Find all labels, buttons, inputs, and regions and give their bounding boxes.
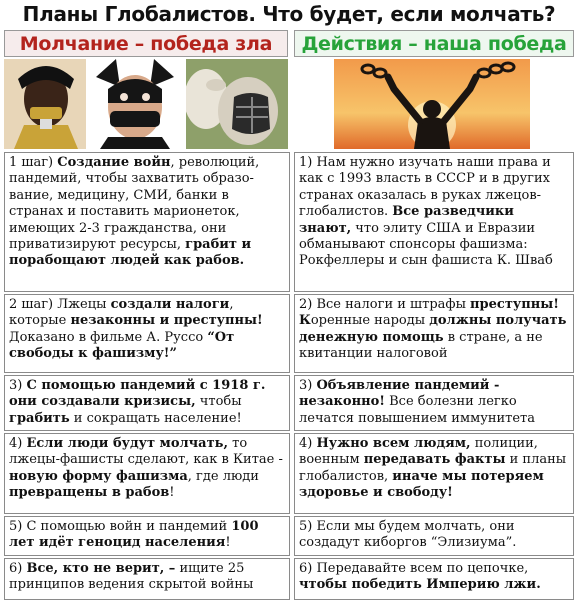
left-step-2 bbox=[4, 294, 290, 373]
right-step-4-text: и планы глобалистов, bbox=[299, 452, 567, 484]
left-step-2-text: “От свободы к фашизму!” bbox=[9, 329, 235, 362]
left-step-6 bbox=[4, 558, 290, 600]
left-step-3-text: чтобы bbox=[195, 394, 242, 410]
muzzled-sheep-image bbox=[186, 59, 288, 149]
right-step-4-text: иначе мы потеряем здоровье и свободу! bbox=[299, 468, 544, 501]
broken-chains-image bbox=[334, 59, 530, 149]
left-step-2-text: Доказано в фильме А. Руссо bbox=[9, 329, 208, 345]
right-step-5-text: 5) Если мы будем молчать, они создадут киборгов “Элизиума”. bbox=[299, 519, 517, 551]
right-step-3-text: 3) bbox=[299, 378, 317, 393]
left-step-1-text: грабит и порабощают людей как рабов. bbox=[9, 237, 252, 269]
left-column-header: Молчание – победа зла bbox=[4, 30, 288, 57]
left-step-5-text: 100 лет идёт геноцид населения bbox=[9, 519, 259, 551]
left-step-5 bbox=[4, 516, 290, 556]
left-step-3-text: грабить bbox=[9, 410, 70, 426]
left-step-4-text: , где люди bbox=[187, 468, 259, 484]
left-step-2-text: создали налоги bbox=[110, 297, 230, 312]
right-step-6-text: 6) Передавайте всем по цепочке, bbox=[299, 561, 529, 576]
right-step-2-text: оренные народы bbox=[310, 313, 430, 329]
left-step-4-text: Если люди будут молчать, bbox=[26, 436, 229, 451]
page-title: Планы Глобалистов. Что будет, если молчать? bbox=[22, 2, 556, 26]
right-step-2-text: преступны! bbox=[470, 297, 559, 312]
right-step-6 bbox=[294, 558, 574, 600]
right-step-4-text: Нужно всем людям, bbox=[316, 436, 471, 451]
right-step-2-text: в стране, а не квитанции налоговой bbox=[299, 329, 543, 362]
left-step-4-text: 4) bbox=[9, 436, 27, 451]
right-step-4-text: 4) bbox=[299, 436, 317, 451]
left-step-5-text: ! bbox=[225, 535, 231, 551]
left-step-4-text: превращены в рабов bbox=[9, 485, 170, 501]
left-step-3-text: и сокращать население! bbox=[69, 410, 242, 426]
right-step-4-text: передавать факты bbox=[363, 452, 506, 468]
left-step-6-text: 6) bbox=[9, 561, 27, 576]
left-step-2-text: 2 шаг) Лжецы bbox=[9, 297, 111, 312]
right-step-1-text: 1) Нам нужно изучать наши права и как с 1993 власть в СССР и в других странах оказалась в руках лжецов-глобалистов. bbox=[299, 155, 551, 220]
right-step-4-text: полиции, военным bbox=[299, 436, 538, 468]
left-step-3 bbox=[4, 375, 290, 431]
left-step-2-text: незаконны и преступны! bbox=[70, 313, 263, 329]
left-step-5-text: 5) С помощью войн и пандемий bbox=[9, 519, 232, 534]
right-step-2-text: 2) Все налоги и штрафы bbox=[299, 297, 471, 312]
right-step-6-text: чтобы победить Империю лжи. bbox=[299, 577, 541, 593]
left-step-4-text: новую форму фашизма bbox=[9, 468, 188, 484]
right-step-1-text: Все разведчики знают, bbox=[299, 204, 514, 236]
left-step-1-text: Создание войн bbox=[57, 155, 171, 170]
right-step-3-text: Все болезни легко лечатся повышением иммунитета bbox=[299, 394, 535, 426]
left-step-1-text: 1 шаг) bbox=[9, 155, 58, 170]
right-step-1 bbox=[294, 152, 574, 292]
right-step-3 bbox=[294, 375, 574, 431]
left-step-4 bbox=[4, 433, 290, 514]
left-step-1-text: , революций, пандемий, чтобы захватить образо-вание, медицину, СМИ, банки в странах и поставить марионеток, имеющих 2-3 гражданства, они приватизируют ресурсы, bbox=[9, 155, 260, 253]
right-step-2-text: должны получать денежную помощь bbox=[299, 313, 567, 345]
left-step-2-text: , которые bbox=[9, 297, 234, 329]
right-step-2 bbox=[294, 294, 574, 373]
left-step-6-text: Все, кто не верит, – bbox=[26, 561, 176, 576]
right-step-3-text: Объявление пандемий - незаконно! bbox=[299, 378, 500, 410]
left-step-1 bbox=[4, 152, 290, 292]
right-step-2-text: К bbox=[299, 313, 311, 329]
muzzled-person-image bbox=[4, 59, 86, 149]
leather-mask-image bbox=[86, 59, 184, 149]
right-step-1-text: что элиту США и Евразии обманывают спонсоры фашизма: Рокфеллеры и сын фашиста К. Шваб bbox=[299, 220, 553, 269]
right-step-5 bbox=[294, 516, 574, 556]
left-step-3-text: 3) bbox=[9, 378, 27, 393]
left-step-3-text: С помощью пандемий с 1918 г. они создавали кризисы, bbox=[9, 378, 266, 410]
left-step-6-text: ищите 25 принципов ведения скрытой войны bbox=[9, 561, 254, 593]
right-column-header: Действия – наша победа bbox=[294, 30, 574, 57]
left-step-4-text: то лжецы-фашисты сделают, как в Китае - bbox=[9, 436, 283, 468]
left-step-4-text: ! bbox=[169, 485, 175, 501]
right-step-4 bbox=[294, 433, 574, 514]
